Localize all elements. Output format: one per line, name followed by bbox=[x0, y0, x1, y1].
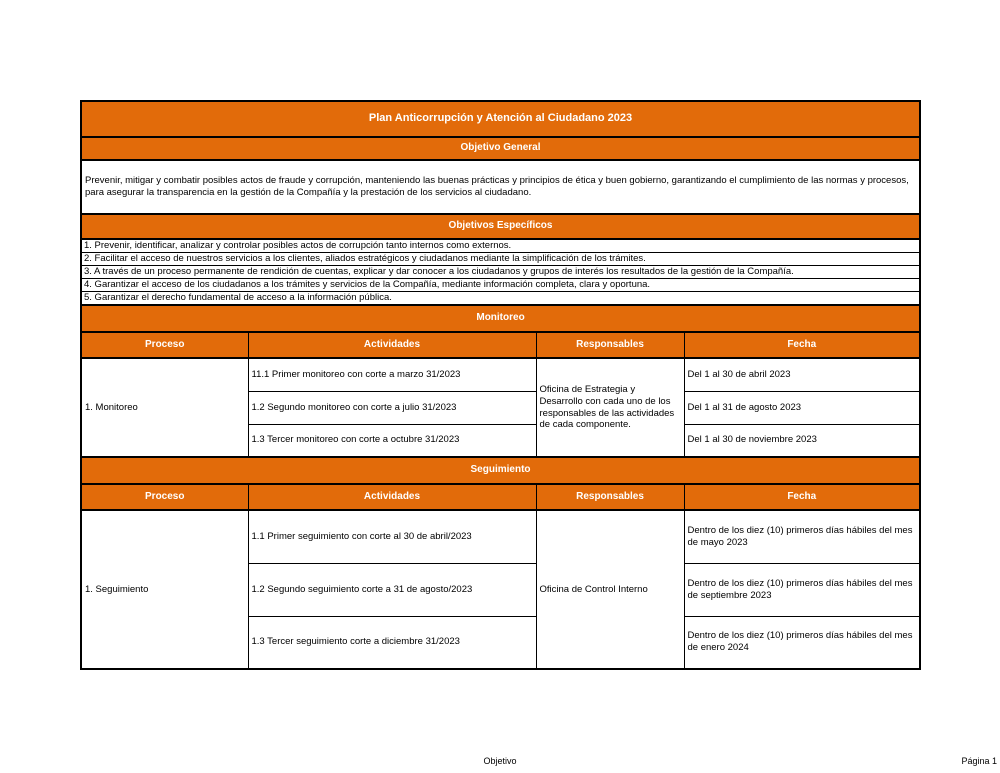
monitoreo-column-headers bbox=[81, 332, 920, 358]
seguimiento-row-1 bbox=[81, 510, 920, 563]
monitoreo-fecha-1: Del 1 al 30 de abril 2023 bbox=[684, 358, 920, 391]
col-header-actividades: Actividades bbox=[248, 332, 536, 358]
monitoreo-actividad-2: 1.2 Segundo monitoreo con corte a julio 31/2023 bbox=[248, 391, 536, 424]
col-header-proceso: Proceso bbox=[81, 332, 248, 358]
objetivo-item-row bbox=[81, 279, 920, 292]
objetivo-item-3: 3. A través de un proceso permanente de rendición de cuentas, explicar y dar conocer a los ciudadanos y grupos de interés los resultados de la gestión de la Compañía. bbox=[81, 266, 920, 279]
objetivo-general-text: Prevenir, mitigar y combatir posibles actos de fraude y corrupción, manteniendo las buenas prácticas y principios de ética y buen gobierno, garantizando el cumplimiento de las normas y procesos, para asegurar la transparencia en la gestión de la Compañía y la prestación de los servicios al ciudadano. bbox=[81, 160, 920, 214]
objetivo-item-row bbox=[81, 292, 920, 306]
col-header-fecha: Fecha bbox=[684, 332, 920, 358]
monitoreo-proceso: 1. Monitoreo bbox=[81, 358, 248, 457]
seguimiento-actividad-1: 1.1 Primer seguimiento con corte al 30 de abril/2023 bbox=[248, 510, 536, 563]
plan-table bbox=[80, 100, 921, 670]
objetivo-item-5: 5. Garantizar el derecho fundamental de acceso a la información pública. bbox=[81, 292, 920, 306]
seguimiento-fecha-2: Dentro de los diez (10) primeros días hábiles del mes de septiembre 2023 bbox=[684, 563, 920, 616]
seguimiento-fecha-3: Dentro de los diez (10) primeros días hábiles del mes de enero 2024 bbox=[684, 616, 920, 669]
col-header-proceso: Proceso bbox=[81, 484, 248, 510]
monitoreo-header: Monitoreo bbox=[81, 305, 920, 332]
objetivos-especificos-band bbox=[81, 214, 920, 239]
col-header-actividades: Actividades bbox=[248, 484, 536, 510]
seguimiento-actividad-2: 1.2 Segundo seguimiento corte a 31 de agosto/2023 bbox=[248, 563, 536, 616]
monitoreo-band bbox=[81, 305, 920, 332]
monitoreo-actividad-3: 1.3 Tercer monitoreo con corte a octubre 31/2023 bbox=[248, 424, 536, 457]
footer-page-number: Página 1 bbox=[961, 756, 997, 766]
seguimiento-fecha-1: Dentro de los diez (10) primeros días hábiles del mes de mayo 2023 bbox=[684, 510, 920, 563]
monitoreo-fecha-2: Del 1 al 31 de agosto 2023 bbox=[684, 391, 920, 424]
seguimiento-band bbox=[81, 457, 920, 484]
monitoreo-row-1 bbox=[81, 358, 920, 391]
seguimiento-header: Seguimiento bbox=[81, 457, 920, 484]
objetivo-item-row bbox=[81, 266, 920, 279]
col-header-responsables: Responsables bbox=[536, 484, 684, 510]
objetivo-item-1: 1. Prevenir, identificar, analizar y controlar posibles actos de corrupción tanto internos como externos. bbox=[81, 239, 920, 253]
objetivo-item-row bbox=[81, 239, 920, 253]
seguimiento-proceso: 1. Seguimiento bbox=[81, 510, 248, 669]
footer-sheet-name: Objetivo bbox=[483, 756, 517, 766]
page-title: Plan Anticorrupción y Atención al Ciudadano 2023 bbox=[81, 101, 920, 137]
monitoreo-actividad-1: 11.1 Primer monitoreo con corte a marzo 31/2023 bbox=[248, 358, 536, 391]
objetivo-general-band bbox=[81, 137, 920, 160]
objetivo-general-text-row bbox=[81, 160, 920, 214]
objetivo-item-4: 4. Garantizar el acceso de los ciudadanos a los trámites y servicios de la Compañía, mediante información completa, clara y oportuna. bbox=[81, 279, 920, 292]
col-header-responsables: Responsables bbox=[536, 332, 684, 358]
objetivo-general-header: Objetivo General bbox=[81, 137, 920, 160]
seguimiento-responsable: Oficina de Control Interno bbox=[536, 510, 684, 669]
objetivo-item-2: 2. Facilitar el acceso de nuestros servicios a los clientes, aliados estratégicos y ciudadanos mediante la simplificación de los trámites. bbox=[81, 253, 920, 266]
col-header-fecha: Fecha bbox=[684, 484, 920, 510]
title-row bbox=[81, 101, 920, 137]
objetivo-item-row bbox=[81, 253, 920, 266]
objetivos-especificos-header: Objetivos Específicos bbox=[81, 214, 920, 239]
monitoreo-fecha-3: Del 1 al 30 de noviembre 2023 bbox=[684, 424, 920, 457]
monitoreo-responsable: Oficina de Estrategia y Desarrollo con cada uno de los responsables de las actividades de cada componente. bbox=[536, 358, 684, 457]
seguimiento-column-headers bbox=[81, 484, 920, 510]
seguimiento-actividad-3: 1.3 Tercer seguimiento corte a diciembre 31/2023 bbox=[248, 616, 536, 669]
